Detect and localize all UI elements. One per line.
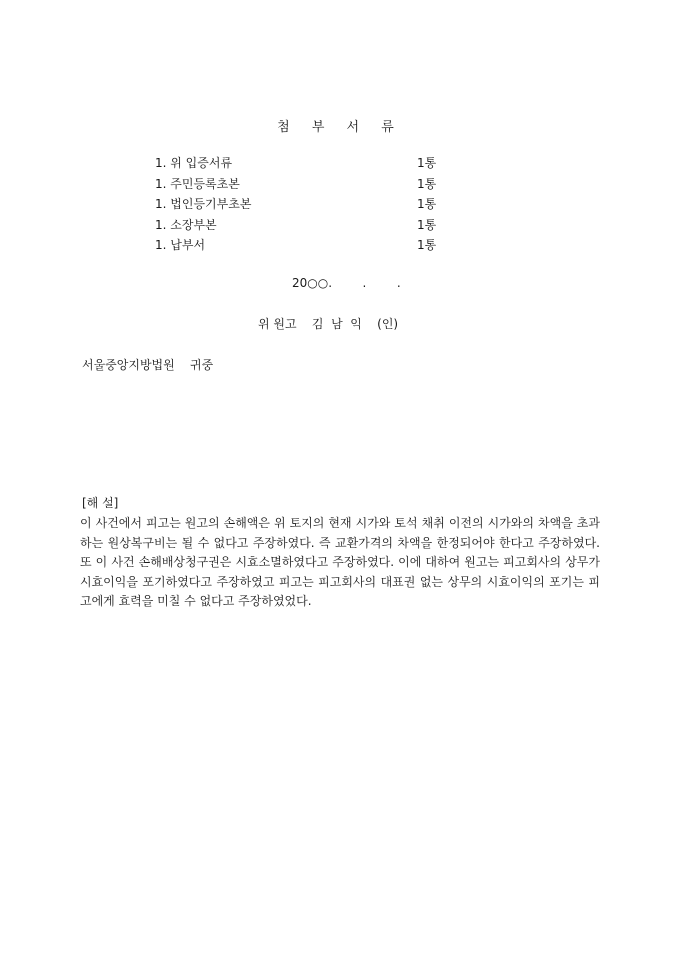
court-addressee: 서울중앙지방법원 귀중 [82, 358, 214, 372]
attachment-count: 1통 [417, 156, 437, 170]
plaintiff-signature: 위 원고 김 남 익 (인) [258, 317, 399, 331]
date-day: . [396, 276, 401, 290]
list-item [155, 194, 445, 215]
list-item [155, 215, 445, 236]
attachment-name: 1. 주민등록초본 [155, 176, 240, 191]
attachment-list [155, 153, 445, 256]
attachment-count: 1통 [417, 197, 437, 211]
attachment-name: 1. 소장부본 [155, 217, 217, 232]
list-item [155, 235, 445, 256]
attachment-count: 1통 [417, 217, 437, 232]
attachment-name: 1. 법인등기부초본 [155, 197, 252, 211]
attachment-count: 1통 [417, 176, 437, 191]
date-month: . [362, 276, 367, 290]
attachment-name: 1. 납부서 [155, 238, 206, 252]
commentary-heading: [해 설] [82, 496, 119, 510]
commentary-body: 이 사건에서 피고는 원고의 손해액은 위 토지의 현재 시가와 토석 채취 이전의 시가와의 차액을 초과하는 원상복구비는 될 수 없다고 주장하였다. 즉 교환가격의 차액을 한정되어야 한다고 주장하였다.또 이 사건 손해배상청구권은 시효소멸하였다고 주장하였다. 이에 대하여 원고는 피고회사의 상무가 시효이익을 포기하였다고 주장하였고 피고는 피고회사의 대표권 없는 상무의 시효이익의 포기는 피고에게 효력을 미칠 수 없다고 주장하였었다. [80, 516, 600, 608]
list-item [155, 174, 445, 195]
document-date [292, 276, 401, 290]
attachment-count: 1통 [417, 238, 437, 252]
date-year: 20○○. [292, 276, 333, 290]
document-title: 첨 부 서 류 [277, 120, 403, 135]
attachment-name: 1. 위 입증서류 [155, 156, 233, 170]
list-item [155, 153, 445, 174]
